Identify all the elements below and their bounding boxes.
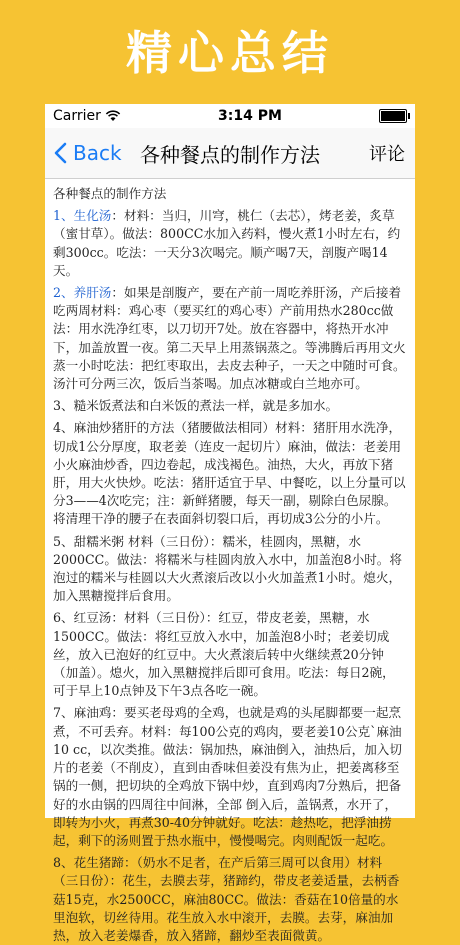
- recipe-number: 8、: [53, 855, 74, 871]
- recipe-number: 2、: [53, 285, 74, 301]
- recipe-body: ：材料：当归，川穹，桃仁（去芯），烤老姜，炙草（蜜甘草）。做法：800CC水加入药料，慢火煮1小时左右，约剩300cc。吃法：一天分3次喝完。顺产喝7天，剖腹产喝14天。: [53, 208, 401, 278]
- recipe-number: 3、: [53, 398, 74, 414]
- recipe-item: [53, 533, 407, 606]
- page-title: 各种餐点的制作方法: [140, 142, 320, 167]
- recipe-body: ：如果是剖腹产，要在产前一周吃养肝汤，产后接着吃两周材料：鸡心枣（要买红的鸡心枣）产前用热水280cc做法：用水洗净红枣，以刀切开7处。放在容器中，将热开水冲下，加盖放置一夜。第二天早上用蒸锅蒸之。等沸腾后再用文火蒸一小时吃法：把红枣取出，去皮去种子，一天之中随时可食。汤汁可分两三次，饭后当茶喝。加点冰糖或白兰地亦可。: [53, 285, 406, 392]
- wifi-icon: [105, 110, 121, 122]
- recipe-number: 6、: [53, 610, 74, 626]
- navigation-bar: [45, 128, 415, 179]
- recipe-item: [53, 419, 407, 528]
- recipe-body: 麻油鸡：要买老母鸡的全鸡，也就是鸡的头尾脚都要一起烹煮，不可丢弃。材料：每100公克的鸡肉，要老姜10公克`麻油10 cc，以次类推。做法：锅加热，麻油倒入，油热后，加入切片的老姜（不削皮），直到由香味但姜没有焦为止，把姜离移至锅的一侧，把切块的全鸡放下锅中炒，直到鸡肉7分熟后，把备好的水由锅的四周往中间淋，全部 倒入后，盖锅煮，水开了，即转为小火，再煮30-40分钟就好。吃法：趁热吃，把浮油捞起，剩下的汤则置于热水瓶中，慢慢喝完。肉则配饭一起吃。: [53, 705, 402, 848]
- recipe-item: [53, 854, 407, 945]
- chevron-left-icon: [53, 142, 67, 164]
- carrier-label: Carrier: [53, 108, 101, 124]
- back-label: Back: [73, 141, 122, 165]
- recipe-item: [53, 207, 407, 280]
- status-bar: [45, 104, 415, 128]
- recipe-number: 1、: [53, 208, 74, 224]
- recipe-body: 红豆汤：材料（三日份）：红豆，带皮老姜，黑糖，水1500CC。做法：将红豆放入水中，加盖泡8小时；老姜切成丝，放入已泡好的红豆中。大火煮滚后转中火继续煮20分钟（加盖）。熄火，加入黑糖搅拌后即可食用。吃法：每日2碗，可于早上10点钟及下午3点各吃一碗。: [53, 610, 395, 699]
- recipe-name: 生化汤: [73, 208, 112, 224]
- recipe-item: [53, 397, 407, 415]
- recipe-item: [53, 704, 407, 850]
- battery-icon: [379, 109, 407, 123]
- recipe-body: 甜糯米粥 材料（三日份）：糯米，桂圆肉，黑糖，水2000CC。做法：将糯米与桂圆肉放入水中，加盖泡8小时。将泡过的糯米与桂圆以大火煮滚后改以小火加盖煮1小时。熄火，加入黑糖搅拌后食用。: [53, 533, 402, 604]
- article-heading: 各种餐点的制作方法: [53, 186, 167, 201]
- recipe-number: 4、: [53, 420, 74, 436]
- recipe-body: 麻油炒猪肝的方法（猪腰做法相同）材料：猪肝用水洗净，切成1公分厚度，取老姜（连皮一起切片）麻油，做法：老姜用小火麻油炒香，四边卷起，成浅褐色。油热，大火，再放下猪肝，用大火快炒。吃法：猪肝适宜于早、中餐吃，以上分量可以分3——4次吃完；注：新鲜猪腰，每天一副，剔除白色尿腺。将清理干净的腰子在表面斜切裂口后，再切成3公分的小片。: [53, 420, 406, 527]
- promo-banner-title: 精心总结: [126, 26, 334, 80]
- recipe-item: [53, 284, 407, 393]
- recipe-list: [53, 207, 407, 945]
- recipe-number: 5、: [53, 533, 74, 549]
- article-content: [45, 179, 415, 945]
- comment-button[interactable]: 评论: [369, 144, 405, 165]
- carrier-group: [53, 108, 121, 124]
- recipe-number: 7、: [53, 705, 74, 721]
- recipe-body: 花生猪蹄：（奶水不足者，在产后第三周可以食用）材料（三日份）：花生，去膜去芽，猪蹄约，带皮老姜适量，去柄香菇15克，水2500CC，麻油80CC。做法：香菇在10倍量的水里泡软，切丝待用。花生放入水中滚开，去膜。去芽，麻油加热，放入老姜爆香，放入猪蹄，翻炒至表面微黄。: [53, 855, 400, 943]
- recipe-body: 糙米饭煮法和白米饭的煮法一样，就是多加水。: [73, 398, 339, 414]
- recipe-item: [53, 609, 407, 700]
- status-time: 3:14 PM: [218, 108, 282, 124]
- phone-screen: [45, 104, 415, 943]
- back-button[interactable]: [45, 141, 122, 165]
- recipe-name: 养肝汤: [73, 285, 112, 301]
